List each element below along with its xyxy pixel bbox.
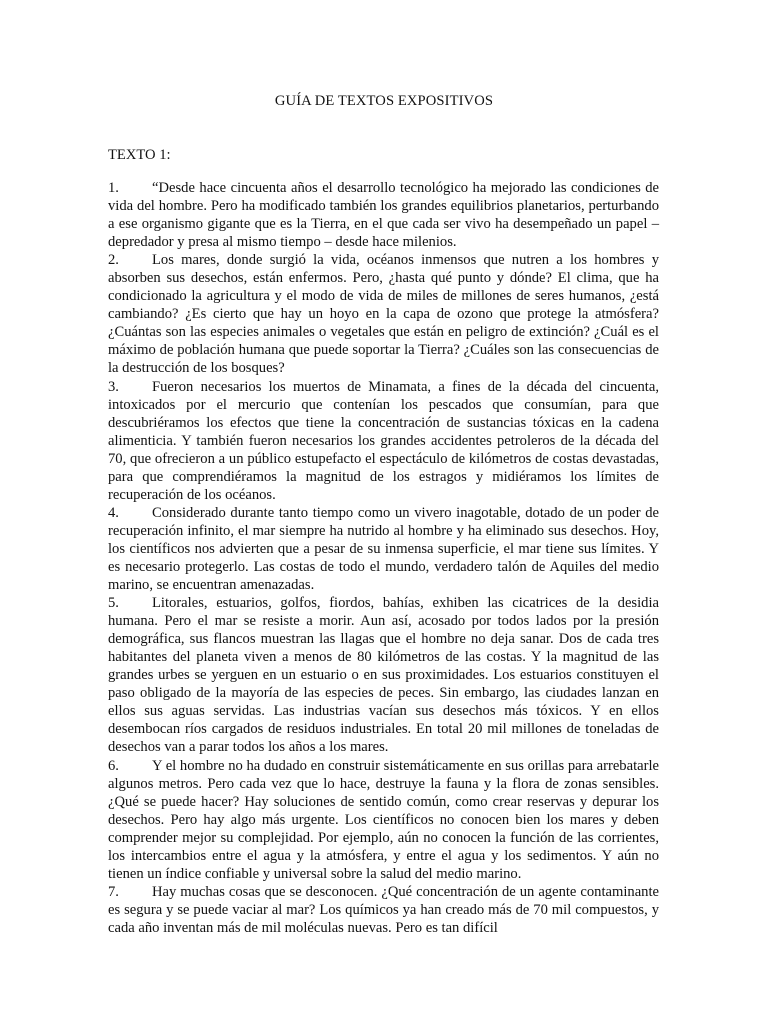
paragraph-text: Y el hombre no ha dudado en construir sistemáticamente en sus orillas para arrebatarle algunos metros. Pero cada vez que lo hace, destruye la fauna y la flora de zonas sensibles. ¿Qué se puede hacer? Hay soluciones de sentido común, como crear reservas y depurar los desechos. Pero hay algo más urgente. Los científicos no conocen bien los mares y deben comprender mejor su complejidad. Por ejemplo, aún no conocen la función de las corrientes, los intercambios entre el agua y la atmósfera, y entre el agua y los sedimentos. Y aún no tienen un índice confiable y universal sobre la salud del medio marino. [108, 757, 659, 882]
paragraph-number: 4. [108, 504, 119, 521]
paragraph-number: 5. [108, 595, 119, 612]
paragraph-text: Litorales, estuarios, golfos, fiordos, bahías, exhiben las cicatrices de la desidia humana. Pero el mar se resiste a morir. Aun así, acosado por todos lados por la presión demográfica, sus flancos muestran las llagas que el hombre no deja sanar. Dos de cada tres habitantes del planeta viven a menos de 80 kilómetros de las costas. Y la magnitud de las grandes urbes se yerguen en un estuario o en sus proximidades. Los estuarios constituyen el paso obligado de la mayoría de las especies de peces. Sin embargo, las ciudades lanzan en ellos sus aguas servidas. Las industrias vacían sus desechos más tóxicos. Y en ellos desembocan ríos cargados de residuos industriales. En total 20 mil millones de toneladas de desechos van a parar todos los años a los mares. [108, 595, 659, 756]
paragraph-5 [108, 594, 659, 756]
document-title: GUÍA DE TEXTOS EXPOSITIVOS [274, 93, 494, 109]
paragraph-text: “Desde hace cincuenta años el desarrollo tecnológico ha mejorado las condiciones de vida del hombre. Pero ha modificado también los grandes equilibrios planetarios, perturbando a ese organismo gigante que es la Tierra, en el que cada ser vivo ha desempeñado un papel – depredador y presa al mismo tiempo – desde hace milenios. [108, 180, 659, 251]
paragraph-text: Los mares, donde surgió la vida, océanos inmensos que nutren a los hombres y absorben sus desechos, están enfermos. Pero, ¿hasta qué punto y dónde? El clima, que ha condicionado la agricultura y el modo de vida de miles de millones de seres humanos, ¿está cambiando? ¿Es cierto que hay un hoyo en la capa de ozono que protege la atmósfera? ¿Cuántas son las especies animales o vegetales que están en peligro de extinción? ¿Cuál es el máximo de población humana que puede soportar la Tierra? ¿Cuáles son las consecuencias de la destrucción de los bosques? [108, 252, 659, 377]
paragraph-1 [108, 179, 659, 251]
document-body [108, 179, 659, 937]
paragraph-text: Hay muchas cosas que se desconocen. ¿Qué concentración de un agente contaminante es segura y se puede vaciar al mar? Los químicos ya han creado más de 70 mil compuestos, y cada año inventan más de mil moléculas nuevas. Pero es tan difícil [108, 883, 659, 936]
paragraph-number: 3. [108, 378, 119, 395]
paragraph-text: Fueron necesarios los muertos de Minamata, a fines de la década del cincuenta, intoxicados por el mercurio que contenían los pescados que consumían, para que descubriéramos los efectos que tiene la concentración de sustancias tóxicas en la cadena alimenticia. Y también fueron necesarios los grandes accidentes petroleros de la década del 70, que ofrecieron a un público estupefacto el espectáculo de kilómetros de costas devastadas, para que comprendiéramos la magnitud de los estragos y midiéramos los límites de recuperación de los océanos. [108, 378, 659, 503]
paragraph-6 [108, 757, 659, 883]
paragraph-text: Considerado durante tanto tiempo como un vivero inagotable, dotado de un poder de recuperación infinito, el mar siempre ha nutrido al hombre y ha eliminado sus desechos. Hoy, los científicos nos advierten que a pesar de su inmensa superficie, el mar tiene sus límites. Y es necesario protegerlo. Las costas de todo el mundo, verdadero talón de Aquiles del medio marino, se encuentran amenazadas. [108, 504, 659, 594]
paragraph-number: 1. [108, 180, 119, 196]
section-heading: TEXTO 1: [108, 147, 171, 163]
paragraph-2 [108, 251, 659, 377]
paragraph-4 [108, 504, 659, 594]
paragraph-7 [108, 883, 659, 937]
paragraph-3 [108, 378, 659, 504]
paragraph-number: 7. [108, 883, 119, 900]
paragraph-number: 6. [108, 757, 119, 774]
paragraph-number: 2. [108, 252, 119, 269]
